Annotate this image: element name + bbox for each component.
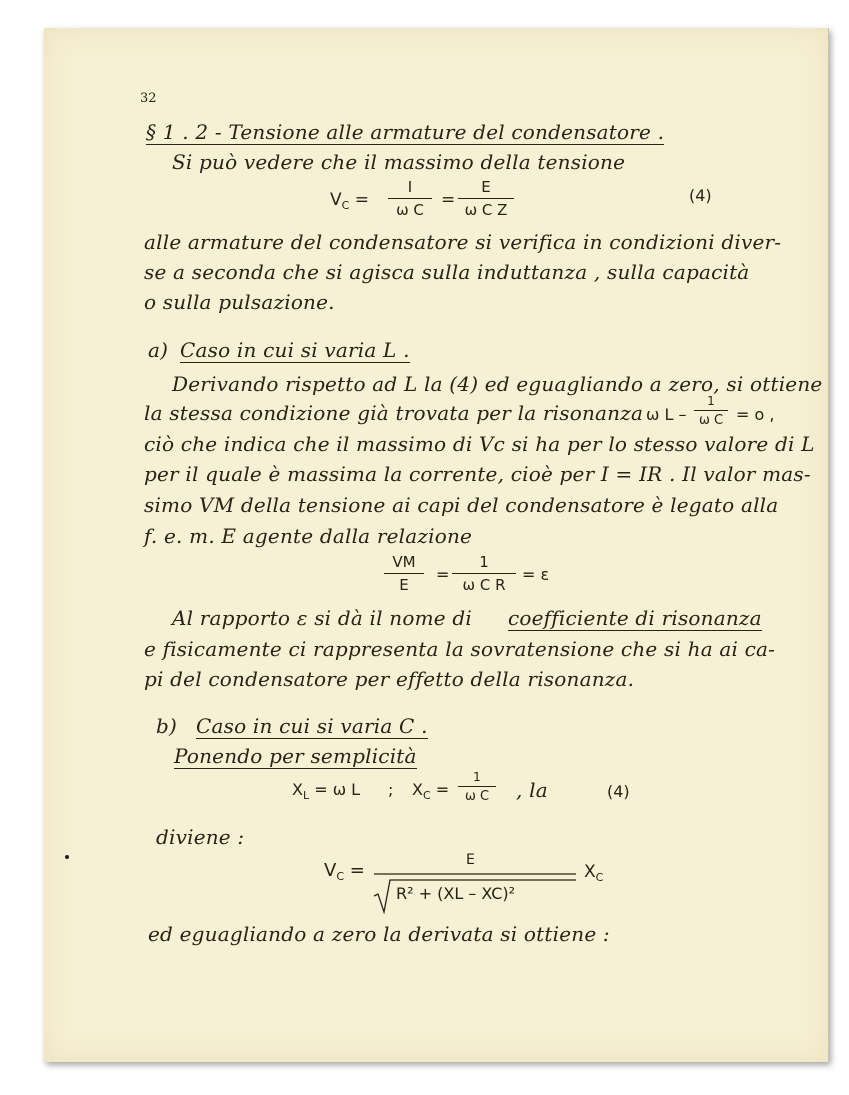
intro-line: Si può vedere che il massimo della tensione [172, 150, 626, 174]
eq-vc-lhs: $V_C$ = [324, 860, 365, 883]
case-a-title: Caso in cui si varia L . [180, 338, 410, 362]
para2-line2-formula-pre: ω L – [646, 405, 687, 424]
eq-resonance-fraction-1: VM E [384, 553, 424, 594]
para2-line4: per il quale è massima la corrente, cioè per I = IR . Il valor mas- [144, 462, 811, 486]
eq4-f2-den: ω C Z [464, 201, 508, 220]
case-b-title: Caso in cui si varia C . [196, 714, 428, 738]
para1-line3: o sulla pulsazione. [144, 290, 335, 314]
eq-resonance-rhs: = ε [522, 565, 550, 584]
eq4-fraction-1 [388, 178, 432, 219]
section-heading: § 1 . 2 - Tensione alle armature del condensatore . [146, 120, 665, 144]
para1-line1: alle armature del condensatore si verifica in condizioni diver- [144, 230, 782, 254]
eq4-f1-num: I [407, 178, 413, 196]
para3-line2: e fisicamente ci rappresenta la sovratensione che si ha ai ca- [144, 637, 776, 661]
para3-line3: pi del condensatore per effetto della risonanza. [144, 667, 635, 691]
para2-line6: f. e. m. E agente dalla relazione [144, 524, 473, 548]
eq-vc-rhs: $X_C$ [584, 862, 604, 884]
eq4-equals: = [441, 190, 456, 210]
para4-number: (4) [607, 782, 630, 801]
eq4-f1-den: ω C [396, 201, 424, 220]
eq-vc-numerator: E [466, 852, 475, 868]
case-a-label: a) [148, 338, 169, 362]
para2-line2-fraction: 1 ω C [694, 394, 728, 428]
para4-line1: Ponendo per semplicità [174, 744, 417, 768]
para4-xc-fraction: 1 ω C [458, 770, 496, 804]
para2-line2-text: la stessa condizione già trovata per la risonanza [144, 401, 644, 425]
case-b-label: b) [156, 714, 178, 738]
diviene-line: diviene : [156, 825, 245, 849]
eq4-f2-num: E [481, 178, 491, 196]
eq4-number: (4) [689, 186, 712, 205]
page-number: 32 [140, 91, 157, 106]
para2-line5: simo VM della tensione ai capi del condensatore è legato alla [144, 493, 779, 517]
para2-line1: Derivando rispetto ad L la (4) ed eguagliando a zero, si ottiene [172, 372, 823, 396]
ink-spot [65, 855, 69, 859]
para3-line1-pre: Al rapporto ε si dà il nome di [172, 606, 472, 630]
para4-xc: $X_C$ = [412, 780, 450, 802]
eq-resonance-equals: = [436, 565, 450, 584]
document-page [44, 28, 829, 1062]
para2-line2-formula-post: = o , [736, 405, 775, 424]
eq-resonance-fraction-2: 1 ω C R [452, 553, 516, 594]
last-line: ed eguagliando a zero la derivata si ottiene : [148, 922, 610, 946]
eq4-fraction-2 [458, 178, 514, 219]
para3-term: coefficiente di risonanza [508, 606, 762, 630]
eq-vc-radicand: R² + (XL – XC)² [396, 884, 516, 903]
para4-xl: $X_L = \omega$ L [292, 780, 361, 802]
para4-tail: , la [516, 778, 548, 802]
para1-line2: se a seconda che si agisca sulla induttanza , sulla capacità [144, 260, 750, 284]
para2-line3: ciò che indica che il massimo di Vc si ha per lo stesso valore di L [144, 432, 815, 456]
para4-sep: ; [388, 780, 394, 799]
eq4-lhs: $V_C$ = [330, 190, 369, 212]
